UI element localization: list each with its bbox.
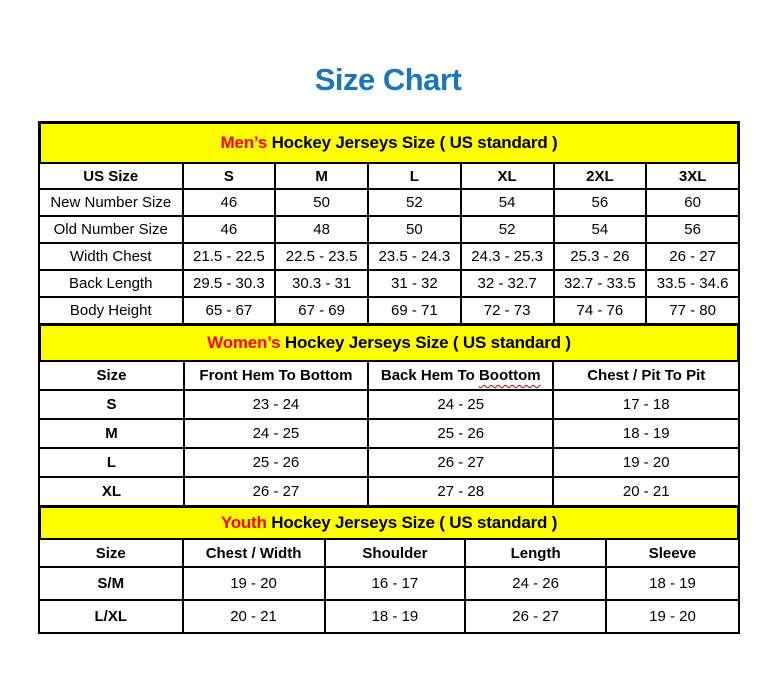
heading-rest: Hockey Jerseys Size ( US standard ) — [271, 513, 558, 532]
cell: 30.3 - 31 — [275, 270, 368, 297]
table-row — [39, 600, 739, 633]
header-text: Back Hem To — [380, 367, 479, 384]
row-label: S/M — [39, 567, 183, 600]
cell: 26 - 27 — [184, 477, 368, 506]
table-header-row — [39, 163, 739, 189]
cell: 19 - 20 — [553, 448, 739, 477]
cell: 48 — [275, 216, 368, 243]
table-row — [39, 448, 739, 477]
column-header: Shoulder — [325, 539, 466, 567]
column-header: Chest / Width — [183, 539, 325, 567]
row-label: New Number Size — [39, 189, 183, 216]
row-label: Back Length — [39, 270, 183, 297]
cell: 33.5 - 34.6 — [646, 270, 739, 297]
cell: 74 - 76 — [554, 297, 647, 324]
section-heading-youth — [38, 505, 740, 541]
row-label: Width Chest — [39, 243, 183, 270]
table-row — [39, 297, 739, 324]
cell: 56 — [554, 189, 647, 216]
section-heading-womens — [38, 323, 740, 363]
cell: 20 - 21 — [183, 600, 325, 633]
cell: 25 - 26 — [184, 448, 368, 477]
cell: 77 - 80 — [646, 297, 739, 324]
cell: 25.3 - 26 — [554, 243, 647, 270]
table-row — [39, 189, 739, 216]
cell: 19 - 20 — [606, 600, 739, 633]
table-row — [39, 270, 739, 297]
cell: 27 - 28 — [368, 477, 554, 506]
cell: 21.5 - 22.5 — [183, 243, 276, 270]
cell: 67 - 69 — [275, 297, 368, 324]
cell: 24 - 25 — [368, 390, 554, 419]
cell: 54 — [461, 189, 554, 216]
table-row — [39, 216, 739, 243]
cell: 18 - 19 — [553, 419, 739, 448]
cell: 24 - 26 — [465, 567, 606, 600]
column-header: Length — [465, 539, 606, 567]
youth-table — [38, 538, 740, 634]
cell: 17 - 18 — [553, 390, 739, 419]
column-header: M — [275, 163, 368, 189]
misspelled-word: Boottom — [478, 367, 541, 384]
table-row — [39, 390, 739, 419]
column-header: XL — [461, 163, 554, 189]
table-row — [39, 477, 739, 506]
womens-table — [38, 360, 740, 507]
cell: 65 - 67 — [183, 297, 276, 324]
heading-highlight: Youth — [220, 513, 267, 532]
cell: 72 - 73 — [461, 297, 554, 324]
cell: 50 — [275, 189, 368, 216]
cell: 52 — [368, 189, 461, 216]
section-heading-mens — [38, 121, 740, 165]
table-row — [39, 567, 739, 600]
column-header: Size — [39, 539, 183, 567]
page-title: Size Chart — [314, 62, 462, 97]
column-header-misspelled — [368, 361, 554, 390]
cell: 20 - 21 — [553, 477, 739, 506]
cell: 52 — [461, 216, 554, 243]
cell: 23 - 24 — [184, 390, 368, 419]
cell: 46 — [183, 189, 276, 216]
cell: 56 — [646, 216, 739, 243]
column-header: Front Hem To Bottom — [184, 361, 368, 390]
cell: 26 - 27 — [465, 600, 606, 633]
cell: 25 - 26 — [368, 419, 554, 448]
cell: 16 - 17 — [325, 567, 466, 600]
cell: 50 — [368, 216, 461, 243]
heading-rest: Hockey Jerseys Size ( US standard ) — [271, 133, 558, 152]
column-header: Chest / Pit To Pit — [553, 361, 739, 390]
row-label: Old Number Size — [39, 216, 183, 243]
cell: 69 - 71 — [368, 297, 461, 324]
cell: 31 - 32 — [368, 270, 461, 297]
cell: 23.5 - 24.3 — [368, 243, 461, 270]
row-label: M — [39, 419, 184, 448]
cell: 19 - 20 — [183, 567, 325, 600]
table-row — [39, 243, 739, 270]
column-header: 3XL — [646, 163, 739, 189]
cell: 60 — [646, 189, 739, 216]
cell: 46 — [183, 216, 276, 243]
heading-highlight: Men’s — [220, 133, 268, 152]
cell: 54 — [554, 216, 647, 243]
cell: 24.3 - 25.3 — [461, 243, 554, 270]
cell: 24 - 25 — [184, 419, 368, 448]
row-label: L/XL — [39, 600, 183, 633]
cell: 32.7 - 33.5 — [554, 270, 647, 297]
column-header: Sleeve — [606, 539, 739, 567]
cell: 18 - 19 — [325, 600, 466, 633]
row-label: S — [39, 390, 184, 419]
heading-rest: Hockey Jerseys Size ( US standard ) — [284, 333, 571, 352]
column-header: Size — [39, 361, 184, 390]
table-header-row — [39, 539, 739, 567]
section-youth — [38, 505, 740, 634]
row-label: XL — [39, 477, 184, 506]
cell: 18 - 19 — [606, 567, 739, 600]
table-header-row — [39, 361, 739, 390]
cell: 29.5 - 30.3 — [183, 270, 276, 297]
mens-table — [38, 162, 740, 325]
section-womens — [38, 323, 740, 507]
cell: 26 - 27 — [646, 243, 739, 270]
column-header: L — [368, 163, 461, 189]
cell: 26 - 27 — [368, 448, 554, 477]
heading-highlight: Women’s — [207, 333, 281, 352]
column-header: US Size — [39, 163, 183, 189]
row-label: Body Height — [39, 297, 183, 324]
column-header: 2XL — [554, 163, 647, 189]
table-row — [39, 419, 739, 448]
cell: 22.5 - 23.5 — [275, 243, 368, 270]
row-label: L — [39, 448, 184, 477]
size-chart — [38, 121, 740, 634]
section-mens — [38, 121, 740, 325]
cell: 32 - 32.7 — [461, 270, 554, 297]
column-header: S — [183, 163, 276, 189]
